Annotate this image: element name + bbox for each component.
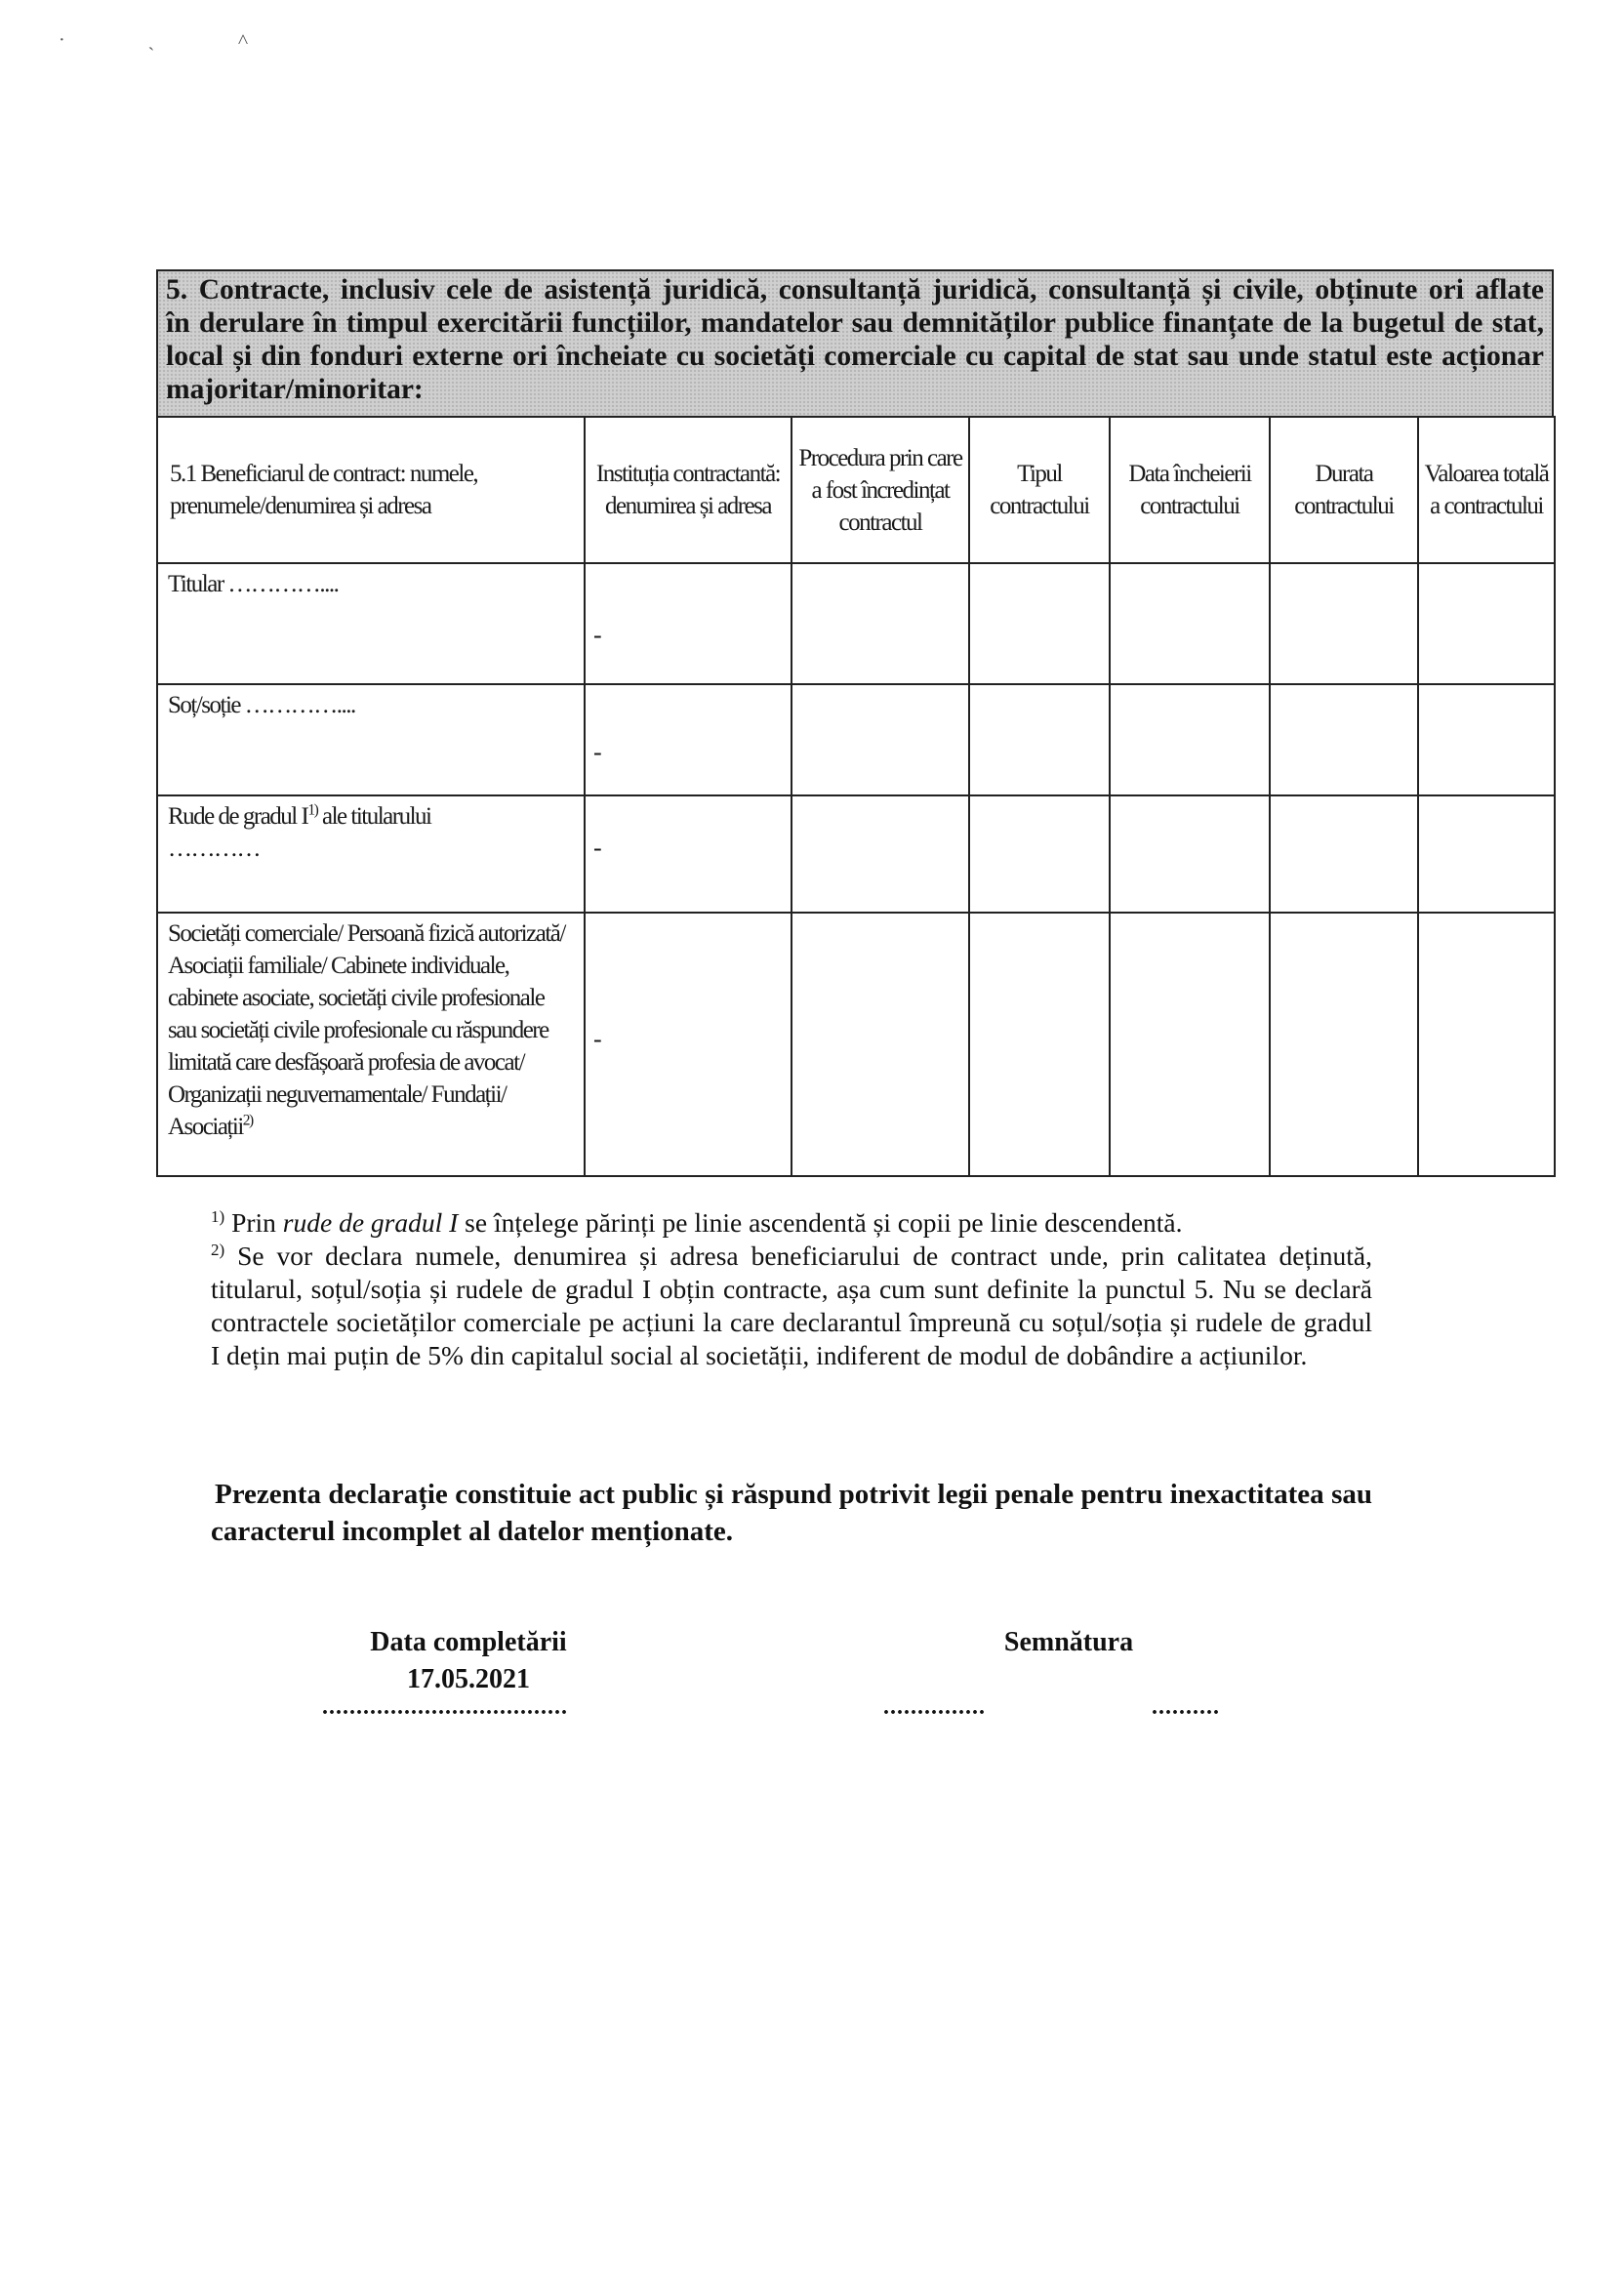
footnote-1-italic: rude de gradul I <box>282 1207 459 1238</box>
empty-cell <box>1270 795 1418 913</box>
col-header-procedure: Procedura prin care a fost încredințat contractul <box>792 417 969 563</box>
relatives-label-dots: ………… <box>168 835 260 862</box>
empty-cell <box>969 563 1110 684</box>
col-header-date: Data încheierii contractului <box>1110 417 1270 563</box>
signature-dots-line-1: ............... <box>883 1694 986 1720</box>
empty-cell <box>1418 684 1555 795</box>
signature-block <box>956 1624 1181 1661</box>
header-line-4: majoritar/minoritar: <box>166 374 424 405</box>
header-line-2: în derulare în timpul exercitării funcțiilor, mandatelor sau demnităților publice finanțate de la bugetul de stat, <box>166 307 1544 339</box>
completion-date-block <box>322 1624 615 1698</box>
signature-label: Semnătura <box>1003 1627 1134 1657</box>
footnote-1-rest: se înțelege părinți pe linie ascendentă și copii pe linie descendentă. <box>458 1207 1183 1238</box>
empty-cell <box>1418 563 1555 684</box>
col-header-institution: Instituția contractantă: denumirea și adresa <box>585 417 792 563</box>
signature-dots-line-2: .......... <box>1152 1694 1220 1720</box>
section-5-header <box>156 269 1554 416</box>
col-header-beneficiary: 5.1 Beneficiarul de contract: numele, prenumele/denumirea și adresa <box>157 417 585 563</box>
footnote-ref-1: 1) <box>307 801 318 819</box>
dash-mark: - <box>593 834 601 862</box>
empty-cell <box>969 684 1110 795</box>
completion-date-value: 17.05.2021 <box>407 1664 530 1694</box>
relatives-label-suffix: ale titularului <box>317 803 431 830</box>
empty-cell <box>792 795 969 913</box>
table-row-spouse <box>157 684 1555 795</box>
empty-cell <box>1418 795 1555 913</box>
companies-label-text: Societăți comerciale/ Persoană fizică autorizată/ Asociații familiale/ Cabinete individuale, cabinete asociate, societăți civile profesionale sau societăți civile profesionale cu răspundere limitată care desfășoară profesia de avocat/ Organizații neguvernamentale/ Fundații/ Asociații <box>168 920 565 1140</box>
footnote-2-text: Se vor declara numele, denumirea și adresa beneficiarului de contract unde, prin calitatea deținută, titularul, soțul/soția și rudele de gradul I obțin contracte, așa cum sunt definite la punctul 5. Nu se declară contractele societăților comerciale pe acțiuni la care declarantul împreună cu soțul/soția și rudele de gradul I dețin mai puțin de 5% din capitalul social al societății, indiferent de modul de dobândire a acțiunilor. <box>211 1241 1372 1370</box>
dash-mark: - <box>593 1025 601 1053</box>
empty-cell <box>1110 684 1270 795</box>
footnote-1 <box>211 1206 1372 1240</box>
col-header-duration: Durata contractului <box>1270 417 1418 563</box>
empty-cell <box>1418 913 1555 1176</box>
relatives-label-text: Rude de gradul I <box>168 803 308 830</box>
footnote-2 <box>211 1240 1372 1372</box>
dash-mark: - <box>593 738 601 766</box>
footnotes <box>211 1206 1372 1372</box>
empty-cell <box>792 913 969 1176</box>
header-line-1: 5. Contracte, inclusiv cele de asistență juridică, consultanță juridică, consultanță și civile, obținute ori aflate <box>166 274 1544 305</box>
cell-relatives-institution <box>585 795 792 913</box>
col-header-type: Tipul contractului <box>969 417 1110 563</box>
table-row-titular <box>157 563 1555 684</box>
empty-cell <box>969 795 1110 913</box>
date-dots-line: .................................... <box>322 1694 568 1720</box>
scan-specks: · ˎ ˄ <box>59 29 288 51</box>
table-header-row <box>157 417 1555 563</box>
row-label-relatives <box>157 795 585 913</box>
row-label-companies <box>157 913 585 1176</box>
empty-cell <box>792 684 969 795</box>
completion-date-label: Data completării <box>370 1627 567 1657</box>
footnote-2-marker: 2) <box>211 1240 225 1259</box>
empty-cell <box>1110 913 1270 1176</box>
table-row-companies <box>157 913 1555 1176</box>
table-row-relatives <box>157 795 1555 913</box>
cell-companies-institution <box>585 913 792 1176</box>
footnote-1-prefix: Prin <box>231 1207 283 1238</box>
dash-mark: - <box>593 621 601 649</box>
empty-cell <box>969 913 1110 1176</box>
empty-cell <box>1110 795 1270 913</box>
col-header-value: Valoarea totală a contractului <box>1418 417 1555 563</box>
empty-cell <box>1270 684 1418 795</box>
empty-cell <box>1270 563 1418 684</box>
empty-cell <box>792 563 969 684</box>
row-label-spouse: Soț/soție ………….... <box>157 684 585 795</box>
header-line-3: local și din fonduri externe ori încheiate cu societăți comerciale cu capital de stat sau unde statul este acționar <box>166 341 1544 372</box>
empty-cell <box>1110 563 1270 684</box>
public-act-declaration: Prezenta declarație constituie act public și răspund potrivit legii penale pentru inexactitatea sau caracterul incomplet al datelor menționate. <box>211 1479 1372 1547</box>
contracts-table <box>156 416 1556 1177</box>
footnote-ref-2: 2) <box>242 1112 253 1129</box>
footnote-1-marker: 1) <box>211 1206 225 1226</box>
row-label-titular: Titular ………….... <box>157 563 585 684</box>
empty-cell <box>1270 913 1418 1176</box>
cell-spouse-institution <box>585 684 792 795</box>
cell-titular-institution <box>585 563 792 684</box>
